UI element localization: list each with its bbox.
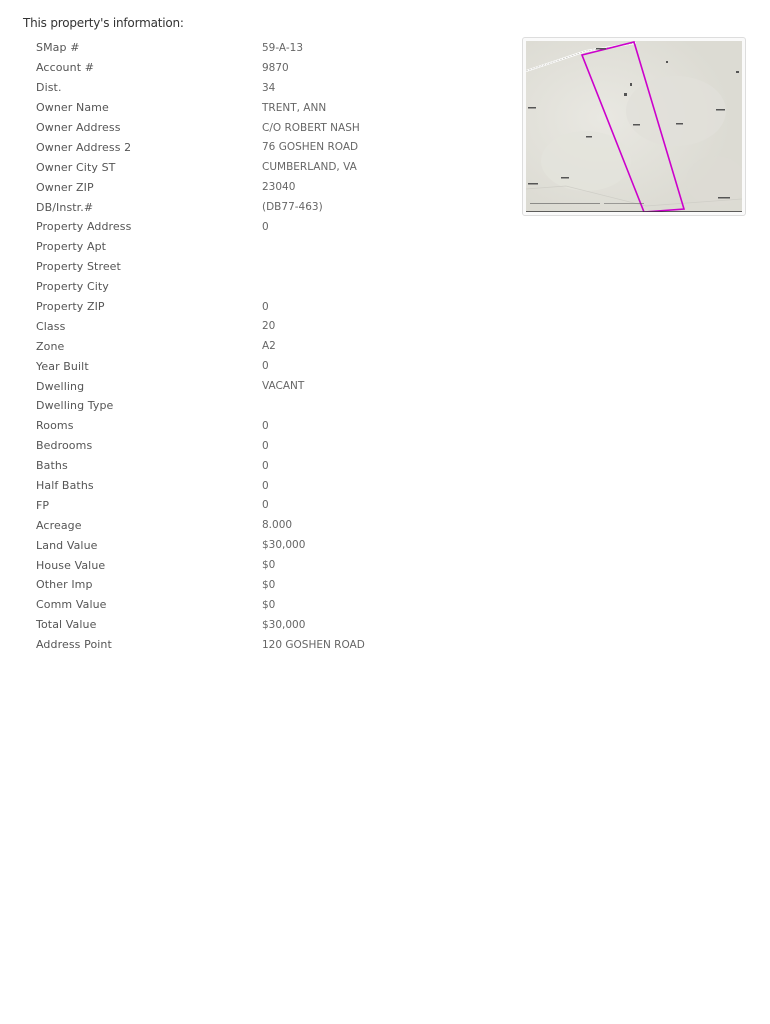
- field-label: Half Baths: [36, 479, 94, 493]
- field-row-property-city: [36, 277, 486, 297]
- field-label: Owner Name: [36, 101, 109, 115]
- field-label: Property ZIP: [36, 300, 105, 314]
- field-value: 120 GOSHEN ROAD: [262, 638, 365, 651]
- field-value: $30,000: [262, 618, 306, 631]
- field-row-half-baths: [36, 476, 486, 496]
- field-row-rooms: [36, 416, 486, 436]
- field-row-owner-city-st: [36, 157, 486, 177]
- field-label: Year Built: [36, 359, 89, 373]
- field-label: Comm Value: [36, 598, 107, 612]
- field-row-class: [36, 316, 486, 336]
- field-value: 23040: [262, 181, 296, 194]
- field-row-fp: [36, 495, 486, 515]
- field-value: 0: [262, 419, 269, 432]
- field-label: Rooms: [36, 419, 74, 433]
- field-label: Property Apt: [36, 240, 107, 254]
- field-row-owner-zip: [36, 177, 486, 197]
- field-label: Baths: [36, 459, 68, 473]
- field-label: Total Value: [36, 618, 97, 632]
- field-row-property-zip: [36, 297, 486, 317]
- field-value: 0: [262, 459, 269, 472]
- field-value: 0: [262, 479, 269, 492]
- field-label: House Value: [36, 558, 106, 572]
- field-value: $30,000: [262, 539, 306, 552]
- field-label: SMap #: [36, 41, 80, 55]
- field-value: 0: [262, 300, 269, 313]
- field-row-owner-address: [36, 118, 486, 138]
- field-value: VACANT: [262, 380, 305, 393]
- property-info-table: [36, 38, 486, 655]
- field-value: 34: [262, 81, 276, 94]
- field-value: 20: [262, 320, 276, 333]
- field-label: DB/Instr.#: [36, 200, 94, 214]
- field-label: Owner ZIP: [36, 180, 94, 194]
- parcel-map: [526, 41, 742, 212]
- field-row-account: [36, 58, 486, 78]
- field-label: FP: [36, 498, 50, 512]
- field-label: Dwelling Type: [36, 399, 114, 413]
- field-row-dist: [36, 78, 486, 98]
- field-value: 8.000: [262, 519, 293, 532]
- field-value: A2: [262, 340, 276, 353]
- field-label: Zone: [36, 339, 65, 353]
- field-row-comm-value: [36, 595, 486, 615]
- field-label: Owner City ST: [36, 160, 116, 174]
- field-label: Owner Address: [36, 121, 121, 134]
- field-row-bedrooms: [36, 436, 486, 456]
- field-value: 76 GOSHEN ROAD: [262, 141, 359, 154]
- field-label: Dist.: [36, 81, 62, 95]
- field-row-db-instr: [36, 197, 486, 217]
- field-row-other-imp: [36, 575, 486, 595]
- field-row-property-address: [36, 217, 486, 237]
- field-value: TRENT, ANN: [262, 101, 327, 114]
- field-row-zone: [36, 336, 486, 356]
- field-row-dwelling-type: [36, 396, 486, 416]
- field-label: Property City: [36, 280, 109, 294]
- field-label: Property Street: [36, 260, 121, 274]
- field-row-address-point: [36, 635, 486, 655]
- field-value: $0: [262, 578, 276, 591]
- field-row-house-value: [36, 555, 486, 575]
- field-row-dwelling: [36, 376, 486, 396]
- field-row-land-value: [36, 535, 486, 555]
- field-label: Bedrooms: [36, 439, 93, 453]
- parcel-map-thumbnail[interactable]: [522, 37, 746, 216]
- field-label: Acreage: [36, 518, 82, 532]
- field-label: Address Point: [36, 638, 112, 652]
- page-title: This property's information:: [23, 16, 184, 30]
- field-label: Property Address: [36, 220, 132, 234]
- field-row-smap: [36, 38, 486, 58]
- field-label: Dwelling: [36, 379, 85, 393]
- field-value: 0: [262, 439, 269, 452]
- field-value: 0: [262, 220, 269, 233]
- field-label: Land Value: [36, 538, 98, 552]
- field-value: C/O ROBERT NASH: [262, 121, 360, 134]
- field-value: (DB77-463): [262, 201, 323, 214]
- field-row-total-value: [36, 615, 486, 635]
- field-label: Owner Address 2: [36, 140, 132, 154]
- field-value: 0: [262, 499, 269, 512]
- field-value: $0: [262, 559, 276, 572]
- field-row-property-apt: [36, 237, 486, 257]
- field-row-owner-name: [36, 98, 486, 118]
- field-row-property-street: [36, 257, 486, 277]
- field-row-owner-address-2: [36, 137, 486, 157]
- field-row-baths: [36, 456, 486, 476]
- field-row-acreage: [36, 515, 486, 535]
- field-row-year-built: [36, 356, 486, 376]
- field-value: 59-A-13: [262, 41, 304, 54]
- field-label: Account #: [36, 61, 95, 75]
- field-value: 0: [262, 360, 269, 373]
- field-label: Class: [36, 319, 66, 333]
- field-label: Other Imp: [36, 578, 93, 592]
- field-value: CUMBERLAND, VA: [262, 161, 357, 174]
- field-value: 9870: [262, 61, 289, 74]
- field-value: $0: [262, 598, 276, 611]
